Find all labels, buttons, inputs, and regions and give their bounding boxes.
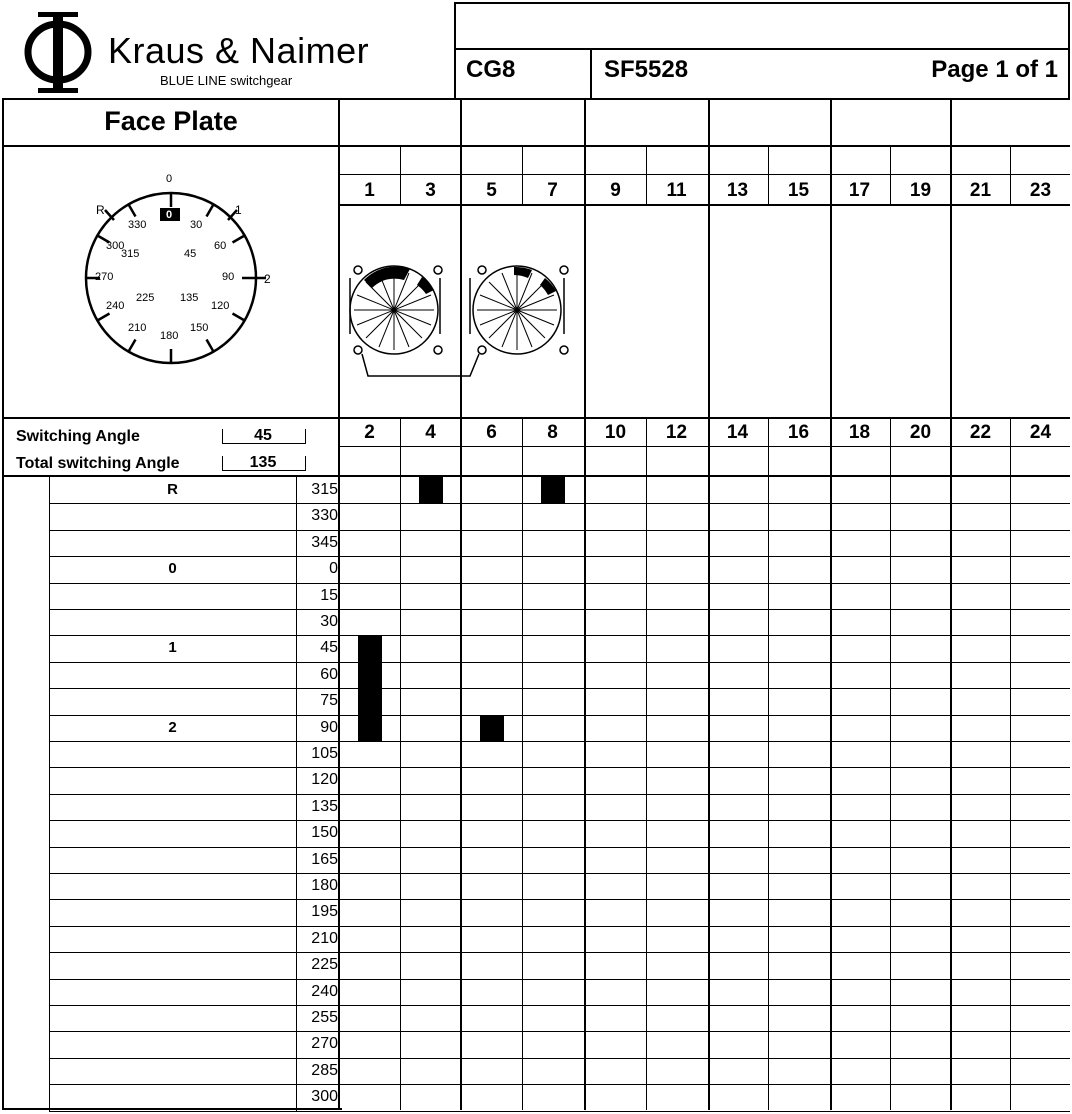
table-row-line	[49, 1058, 1070, 1059]
terminal-top: 23	[1029, 180, 1052, 201]
position-name: 0	[168, 560, 177, 578]
position-angle: 15	[320, 586, 338, 604]
brand-name: Kraus & Naimer	[108, 30, 370, 71]
dial-label-1: 1	[235, 203, 242, 217]
dial-angle: 30	[190, 219, 203, 231]
dial-highlight-label: 0	[166, 209, 173, 221]
dial-angle: 300	[106, 240, 125, 252]
terminal-top: 7	[547, 180, 558, 201]
table-row-line	[49, 635, 1070, 636]
table-row-line	[49, 503, 1070, 504]
position-angle: 75	[320, 692, 338, 710]
position-angle: 300	[311, 1088, 338, 1106]
dial-angle: 240	[106, 300, 125, 312]
dial-angle: 180	[160, 330, 179, 342]
position-name: 2	[168, 718, 177, 736]
table-row-line	[49, 820, 1070, 821]
position-angle: 45	[320, 639, 338, 657]
closed-contact-cell	[419, 477, 443, 503]
terminal-top: 3	[425, 180, 436, 201]
document-code: SF5528	[604, 56, 689, 83]
position-angle: 165	[311, 850, 338, 868]
position-angle: 330	[311, 507, 338, 525]
position-angle: 240	[311, 982, 338, 1000]
table-row-line	[49, 556, 1070, 557]
terminal-top: 5	[486, 180, 497, 201]
terminal-bottom: 8	[547, 422, 558, 443]
table-row-line	[49, 688, 1070, 689]
position-angle: 225	[311, 956, 338, 974]
table-row-line	[49, 873, 1070, 874]
terminal-top: 13	[726, 180, 749, 201]
table-row-line	[49, 1111, 1070, 1112]
position-angle: 270	[311, 1035, 338, 1053]
table-row-line	[49, 899, 1070, 900]
dial-label-2: 2	[264, 272, 271, 286]
switching-angle-value: 45	[254, 427, 272, 444]
dial-angle: 270	[95, 271, 114, 283]
position-angle: 315	[311, 481, 338, 498]
table-row-line	[49, 767, 1070, 768]
dial-label-r: R	[96, 203, 105, 217]
terminal-top: 21	[969, 180, 992, 201]
terminal-bottom: 16	[787, 422, 810, 443]
table-row-line	[49, 847, 1070, 848]
table-row-line	[49, 1005, 1070, 1006]
dial-angle: 330	[128, 219, 147, 231]
terminal-bottom: 24	[1029, 422, 1052, 443]
terminal-bottom: 12	[665, 422, 688, 443]
table-row-line	[49, 741, 1070, 742]
position-angle: 60	[320, 665, 338, 683]
terminal-bottom: 6	[486, 422, 497, 443]
table-row-line	[49, 952, 1070, 953]
closed-contact-cell	[480, 715, 504, 741]
dial-angle: 90	[222, 271, 235, 283]
terminal-bottom: 2	[364, 422, 375, 443]
terminal-bottom: 14	[726, 422, 749, 443]
position-angle: 30	[320, 613, 338, 630]
table-row-line	[49, 1084, 1070, 1085]
position-angle: 255	[311, 1009, 338, 1026]
switching-angle-label: Switching Angle	[16, 428, 140, 445]
position-angle: 105	[311, 745, 338, 762]
total-switching-angle-label: Total switching Angle	[16, 455, 180, 472]
table-row-line	[49, 715, 1070, 716]
brand-subtitle: BLUE LINE switchgear	[160, 73, 293, 88]
terminal-top: 17	[848, 180, 871, 201]
total-switching-angle-value: 135	[249, 454, 277, 471]
terminal-bottom: 10	[604, 422, 627, 443]
position-angle: 150	[311, 824, 338, 842]
position-angle: 180	[311, 877, 338, 894]
dial-angle: 315	[121, 248, 140, 260]
table-row-line	[49, 530, 1070, 531]
series-code: CG8	[466, 56, 516, 83]
position-name: R	[167, 481, 178, 498]
dial-angle: 225	[136, 292, 155, 304]
face-plate-title: Face Plate	[104, 106, 238, 136]
page-indicator: Page 1 of 1	[931, 56, 1058, 83]
terminal-bottom: 18	[848, 422, 871, 443]
closed-contact-cell	[541, 477, 565, 503]
terminal-bottom: 22	[969, 422, 992, 443]
position-angle: 135	[311, 797, 338, 815]
position-angle: 210	[311, 929, 338, 947]
terminal-top: 11	[666, 180, 687, 201]
dial-angle: 60	[214, 240, 227, 252]
terminal-top: 19	[909, 180, 932, 201]
position-angle: 345	[311, 533, 338, 551]
position-angle: 90	[320, 718, 338, 736]
terminal-top: 15	[787, 180, 810, 201]
position-angle: 0	[329, 560, 338, 578]
dial-angle: 135	[180, 292, 199, 304]
dial-angle: 150	[190, 322, 209, 334]
position-angle: 120	[311, 771, 338, 789]
position-angle: 195	[311, 903, 338, 921]
table-row-line	[49, 979, 1070, 980]
terminal-bottom: 20	[909, 422, 932, 443]
terminal-top: 1	[364, 180, 375, 201]
table-row-line	[49, 1031, 1070, 1032]
terminal-top: 9	[610, 180, 621, 201]
position-angle: 285	[311, 1061, 338, 1079]
table-row-line	[49, 794, 1070, 795]
dial-angle: 210	[128, 322, 147, 334]
dial-label-top: 0	[166, 173, 173, 185]
table-row-line	[49, 609, 1070, 610]
dial-angle: 120	[211, 300, 230, 312]
dial-angle: 45	[184, 248, 197, 260]
table-row-line	[49, 926, 1070, 927]
position-name: 1	[168, 639, 177, 657]
table-row-line	[49, 662, 1070, 663]
closed-contact-cell	[358, 635, 382, 741]
table-row-line	[49, 583, 1070, 584]
terminal-bottom: 4	[425, 422, 436, 443]
